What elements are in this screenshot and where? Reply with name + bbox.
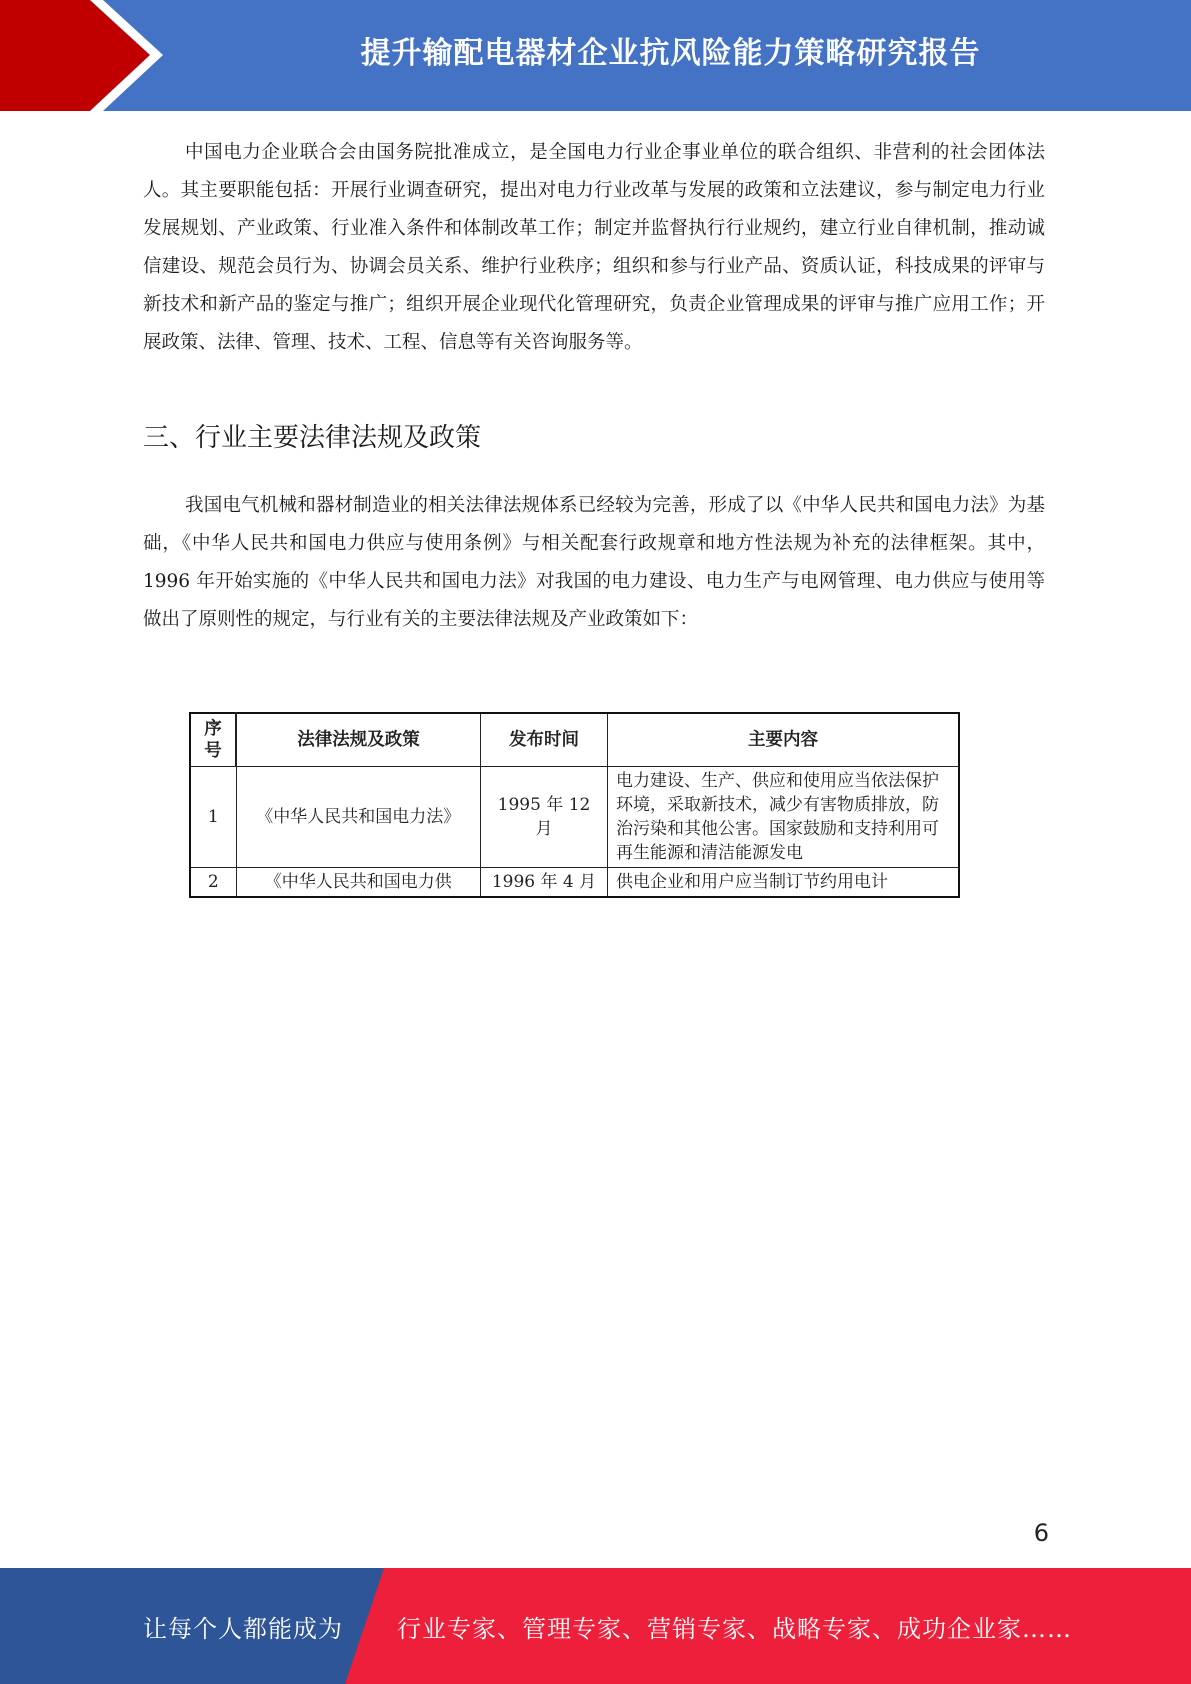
- row-law: 《中华人民共和国电力供: [236, 868, 481, 898]
- footer-slogan-left: 让每个人都能成为: [143, 1614, 343, 1643]
- table-row: [190, 868, 959, 898]
- row-content: 供电企业和用户应当制订节约用电计: [608, 868, 960, 898]
- section-heading: 三、行业主要法律法规及政策: [143, 423, 482, 453]
- header-date: 发布时间: [481, 713, 608, 767]
- table-row: [190, 767, 959, 868]
- row-index: 1: [190, 767, 236, 868]
- header-content: 主要内容: [608, 713, 960, 767]
- row-date: 1995 年 12 月: [481, 767, 608, 868]
- report-header: [0, 0, 1191, 111]
- laws-table: [189, 712, 960, 898]
- row-index: 2: [190, 868, 236, 898]
- header-red-chevron: [0, 0, 150, 111]
- laws-paragraph: 我国电气机械和器材制造业的相关法律法规体系已经较为完善，形成了以《中华人民共和国电力法》为基础，《中华人民共和国电力供应与使用条例》与相关配套行政规章和地方性法规为补充的法律框架。其中，1996 年开始实施的《中华人民共和国电力法》对我国的电力建设、电力生产与电网管理、电力供应与使用等做出了原则性的规定，与行业有关的主要法律法规及产业政策如下：: [143, 495, 1045, 630]
- report-title: 提升输配电器材企业抗风险能力策略研究报告: [360, 36, 981, 71]
- page-number: 6: [1033, 1519, 1049, 1547]
- row-law: 《中华人民共和国电力法》: [236, 767, 481, 868]
- header-law: 法律法规及政策: [236, 713, 481, 767]
- intro-paragraph: 中国电力企业联合会由国务院批准成立，是全国电力行业企事业单位的联合组织、非营利的社会团体法人。其主要职能包括：开展行业调查研究，提出对电力行业改革与发展的政策和立法建议，参与制定电力行业发展规划、产业政策、行业准入条件和体制改革工作；制定并监督执行行业规约，建立行业自律机制，推动诚信建设、规范会员行为、协调会员关系、维护行业秩序；组织和参与行业产品、资质认证，科技成果的评审与新技术和新产品的鉴定与推广；组织开展企业现代化管理研究，负责企业管理成果的评审与推广应用工作；开展政策、法律、管理、技术、工程、信息等有关咨询服务等。: [143, 142, 1045, 353]
- footer-slogan-right: 行业专家、管理专家、营销专家、战略专家、成功企业家……: [397, 1614, 1072, 1643]
- report-footer: [0, 1568, 1191, 1684]
- row-content: 电力建设、生产、供应和使用应当依法保护环境，采取新技术，减少有害物质排放，防治污染和其他公害。国家鼓励和支持利用可再生能源和清洁能源发电: [608, 767, 960, 868]
- header-index: 序号: [190, 713, 236, 767]
- row-date: 1996 年 4 月: [481, 868, 608, 898]
- table-header-row: [190, 713, 959, 767]
